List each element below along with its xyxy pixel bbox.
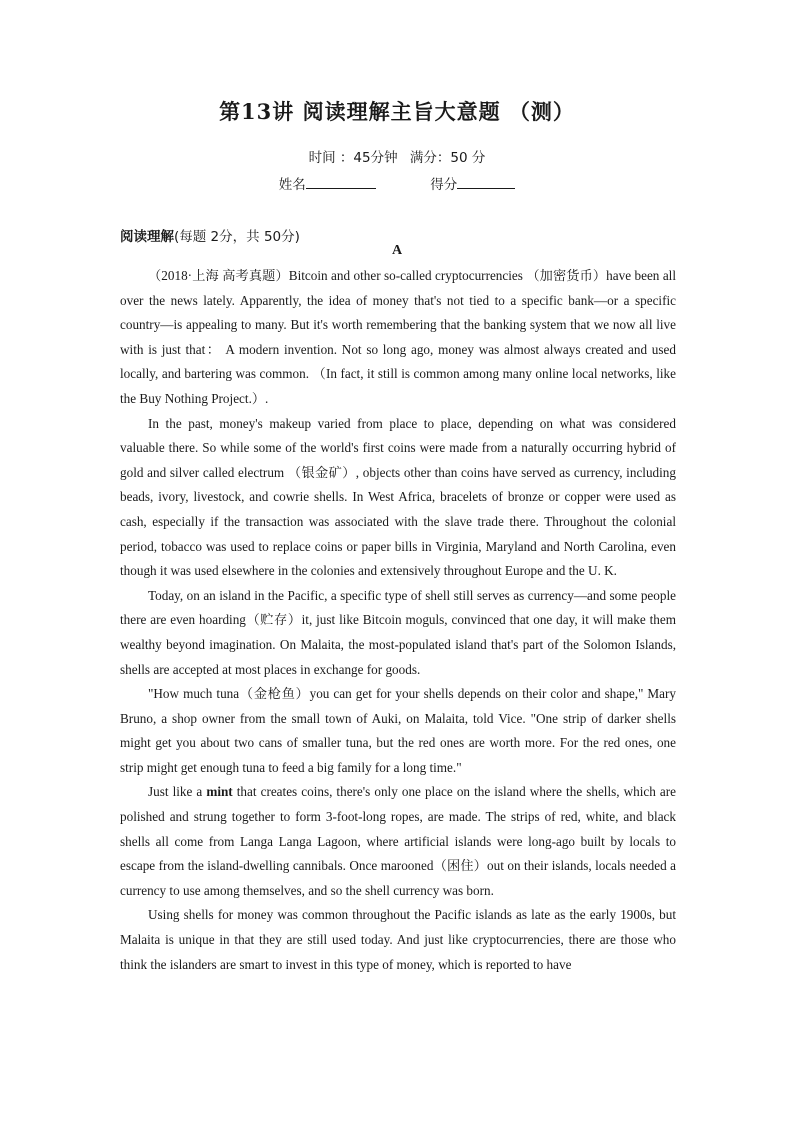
name-label: 姓名	[278, 177, 306, 193]
exam-info	[0, 146, 794, 166]
paragraph-5-post: that creates coins, there's only one place on the island where the shells, which are polished and strung together to form 3-foot-long ropes, are made. The strips of red, white, and black shells all come from Langa Langa Lagoon, where artificial islands were long-ago built by locals to escape from the island-dwelling cannibals. Once marooned（困住）out on their islands, locals needed a currency to use among themselves, and so the shell currency was born.	[120, 784, 676, 898]
grade-blank	[457, 174, 515, 189]
paragraph-6: Using shells for money was common throughout the Pacific islands as late as the early 1900s, but Malaita is unique in that they are still used today. And just like cryptocurrencies, there are those who think the islanders are smart to invest in this type of money, which is reported to have	[120, 907, 676, 972]
section-note: (每题 2分，共 50分)	[174, 229, 300, 245]
paragraph-3: Today, on an island in the Pacific, a specific type of shell still serves as currency—and some people there are even hoarding（贮存）it, just like Bitcoin moguls, convinced that one day, it will make them wealthy beyond imagination. On Malaita, the most-populated island that's part of the Solomon Islands, shells are accepted at most places in exchange for goods.	[120, 587, 676, 677]
paragraph-1: （2018·上海 高考真题）Bitcoin and other so-called cryptocurrencies （加密货币）have been all over the news lately. Apparently, the idea of money that's not tied to a specific bank—or a specific country—is appealing to many. But it's worth remembering that the banking system that we now all live with is just that： A modern invention. Not so long ago, money was almost always created and used locally, and bartering was common. （In fact, it still is common among many online local networks, like the Buy Nothing Project.）.	[120, 268, 676, 406]
paragraph-5-pre: Just like a	[148, 784, 207, 800]
page-title: 第13讲 阅读理解主旨大意题 （测）	[219, 99, 575, 124]
passage-label: A	[391, 243, 403, 258]
paragraph-4: "How much tuna（金枪鱼）you can get for your shells depends on their color and shape," Mary Bruno, a shop owner from the small town of Auki, on Malaita, told Vice. "One strip of darker shells might get you about two cans of smaller tuna, but the red ones are worth more. For the red ones, one strip might get enough tuna to feed a big family for a long time."	[120, 686, 676, 775]
name-blank	[306, 174, 376, 189]
section-title: 阅读理解	[120, 229, 174, 245]
paragraph-5	[120, 780, 676, 903]
name-score-line	[0, 173, 794, 193]
time-limit: 时间 ：45分钟	[308, 150, 398, 166]
grade-label: 得分	[430, 177, 458, 193]
section-heading	[120, 225, 300, 245]
paragraph-2: In the past, money's makeup varied from place to place, depending on what was considered valuable there. So while some of the world's first coins were made from a naturally occurring hybrid of gold and silver called electrum （银金矿）, objects other than coins have served as currency, including beads, ivory, livestock, and cowrie shells. In West Africa, bracelets of bronze or copper were used as cash, especially if the transaction was associated with the slave trade there. Throughout the colonial period, tobacco was used to replace coins or paper bills in Virginia, Maryland and North Carolina, even though it was used elsewhere in the colonies and extensively throughout Europe and the U. K.	[120, 415, 676, 579]
full-score: 满分：50 分	[409, 150, 486, 166]
passage-body	[120, 264, 676, 977]
keyword-mint: mint	[206, 784, 233, 800]
